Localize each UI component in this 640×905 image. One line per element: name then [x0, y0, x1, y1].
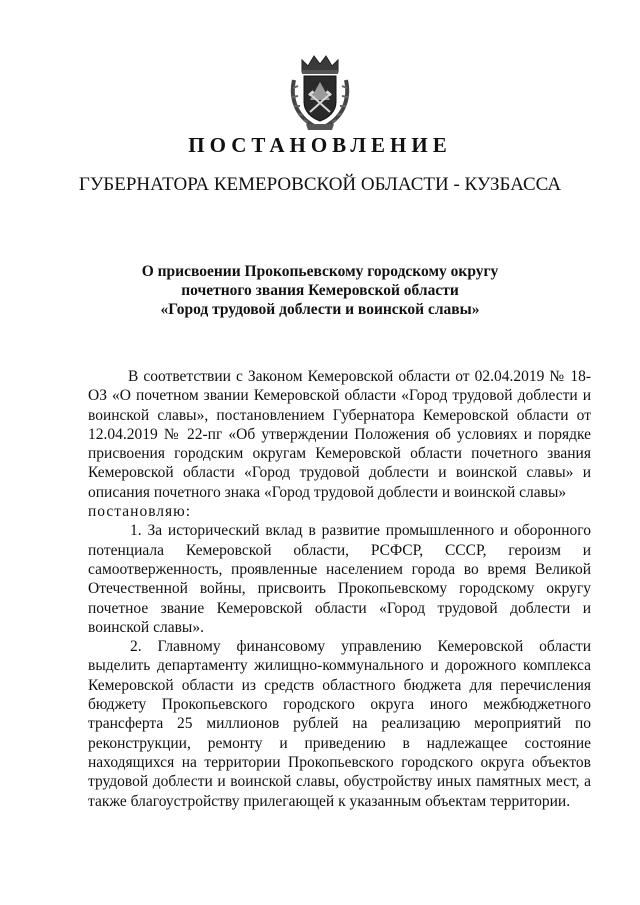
title-line: «Город трудовой доблести и воинской славы»	[160, 301, 480, 318]
clause-1-paragraph: 1. За исторический вклад в развитие промышленного и оборонного потенциала Кемеровской области, РСФСР, СССР, героизм и самоотверженность, проявленные населением города во время Великой Отечественной войны, присвоить Прокопьевскому городскому округу почетное звание Кемеровской области «Город трудовой доблести и воинской славы».	[88, 522, 591, 636]
document-body	[88, 367, 591, 811]
preamble-paragraph: В соответствии с Законом Кемеровской области от 02.04.2019 № 18-ОЗ «О почетном звании Кемеровской области «Город трудовой доблести и воинской славы», постановлением Губернатора Кемеровской области от 12.04.2019 № 22-пг «Об утверждении Положения об условиях и порядке присвоения городским округам Кемеровской области почетного звания Кемеровской области «Город трудовой доблести и воинской славы» и описания почетного знака «Город трудовой доблести и воинской славы»	[88, 368, 591, 501]
title-line: О присвоении Прокопьевскому городскому округу	[141, 263, 499, 280]
document-title	[0, 262, 640, 319]
resolve-word: постановляю:	[88, 503, 192, 521]
clause-2-paragraph: 2. Главному финансовому управлению Кемеровской области выделить департаменту жилищно-коммунального и дорожного комплекса Кемеровской области из средств областного бюджета для перечисления бюджету Прокопьевского городского округа иного межбюджетного трансферта 25 миллионов рублей на реализацию мероприятий по реконструкции, ремонту и приведению в надлежащее состояние находящихся на территории Прокопьевского городского округа объектов трудовой доблести и воинской славы, обустройству иных памятных мест, а также благоустройству прилегающей к указанным объектам территории.	[88, 638, 591, 810]
issuer-heading: ГУБЕРНАТОРА КЕМЕРОВСКОЙ ОБЛАСТИ - КУЗБАССА	[78, 174, 562, 195]
title-line: почетного звания Кемеровской области	[181, 282, 459, 299]
coat-of-arms-icon	[288, 50, 352, 134]
document-type-heading: ПОСТАНОВЛЕНИЕ	[188, 133, 452, 157]
